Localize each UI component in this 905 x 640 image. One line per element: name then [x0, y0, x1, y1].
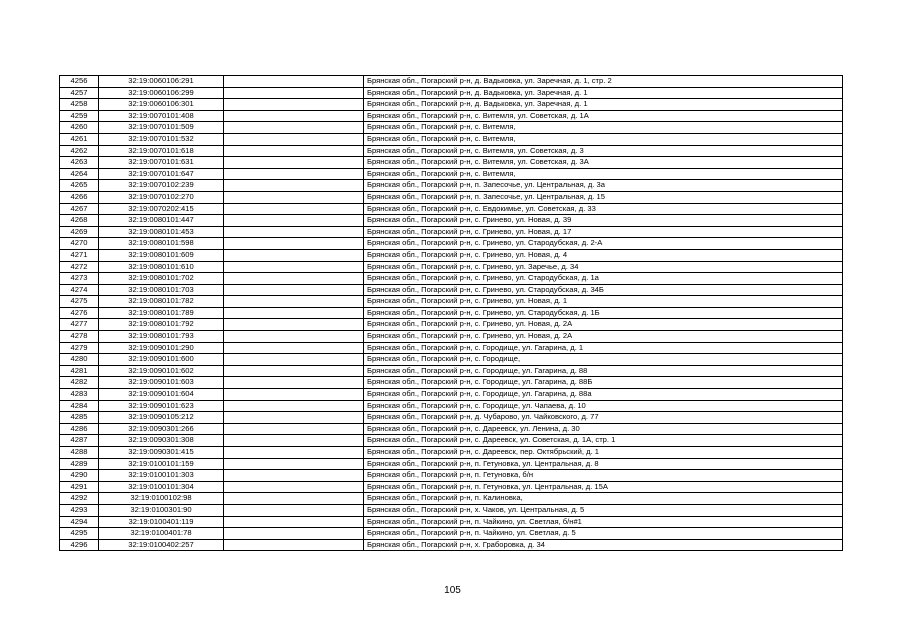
- empty-cell: [224, 87, 364, 99]
- address-cell: Брянская обл., Погарский р-н, с. Дареевск, пер. Октябрьский, д. 1: [364, 447, 843, 459]
- row-number-cell: 4278: [60, 331, 99, 343]
- address-cell: Брянская обл., Погарский р-н, с. Дареевск, ул. Советская, д. 1А, стр. 1: [364, 435, 843, 447]
- cadastral-number-cell: 32:19:0090101:603: [99, 377, 224, 389]
- table-row: [60, 307, 843, 319]
- table-row: [60, 389, 843, 401]
- row-number-cell: 4295: [60, 528, 99, 540]
- row-number-cell: 4262: [60, 145, 99, 157]
- row-number-cell: 4272: [60, 261, 99, 273]
- table-row: [60, 122, 843, 134]
- row-number-cell: 4287: [60, 435, 99, 447]
- empty-cell: [224, 110, 364, 122]
- cadastral-number-cell: 32:19:0100401:119: [99, 516, 224, 528]
- row-number-cell: 4263: [60, 157, 99, 169]
- cadastral-number-cell: 32:19:0070102:270: [99, 191, 224, 203]
- row-number-cell: 4277: [60, 319, 99, 331]
- cadastral-number-cell: 32:19:0060106:301: [99, 99, 224, 111]
- empty-cell: [224, 284, 364, 296]
- cadastral-number-cell: 32:19:0080101:792: [99, 319, 224, 331]
- row-number-cell: 4288: [60, 447, 99, 459]
- table-row: [60, 87, 843, 99]
- row-number-cell: 4289: [60, 458, 99, 470]
- empty-cell: [224, 493, 364, 505]
- address-cell: Брянская обл., Погарский р-н, п. Калиновка,: [364, 493, 843, 505]
- empty-cell: [224, 470, 364, 482]
- address-cell: Брянская обл., Погарский р-н, д. Вадьковка, ул. Заречная, д. 1, стр. 2: [364, 76, 843, 88]
- table-row: [60, 99, 843, 111]
- cadastral-number-cell: 32:19:0100101:159: [99, 458, 224, 470]
- cadastral-number-cell: 32:19:0090101:623: [99, 400, 224, 412]
- table-row: [60, 180, 843, 192]
- cadastral-number-cell: 32:19:0060106:291: [99, 76, 224, 88]
- row-number-cell: 4284: [60, 400, 99, 412]
- empty-cell: [224, 307, 364, 319]
- table-row: [60, 447, 843, 459]
- table-row: [60, 412, 843, 424]
- empty-cell: [224, 157, 364, 169]
- cadastral-number-cell: 32:19:0100102:98: [99, 493, 224, 505]
- table-row: [60, 481, 843, 493]
- registry-table: [59, 75, 843, 551]
- address-cell: Брянская обл., Погарский р-н, с. Городище, ул. Гагарина, д. 88а: [364, 389, 843, 401]
- cadastral-number-cell: 32:19:0100402:257: [99, 539, 224, 551]
- address-cell: Брянская обл., Погарский р-н, с. Евдокимье, ул. Советская, д. 33: [364, 203, 843, 215]
- cadastral-number-cell: 32:19:0090105:212: [99, 412, 224, 424]
- address-cell: Брянская обл., Погарский р-н, с. Городище, ул. Гагарина, д. 88Б: [364, 377, 843, 389]
- address-cell: Брянская обл., Погарский р-н, х. Чаков, ул. Центральная, д. 5: [364, 504, 843, 516]
- cadastral-number-cell: 32:19:0070102:239: [99, 180, 224, 192]
- table-row: [60, 215, 843, 227]
- cadastral-number-cell: 32:19:0080101:453: [99, 226, 224, 238]
- empty-cell: [224, 180, 364, 192]
- address-cell: Брянская обл., Погарский р-н, с. Гринево, ул. Новая, д. 1: [364, 296, 843, 308]
- address-cell: Брянская обл., Погарский р-н, д. Вадьковка, ул. Заречная, д. 1: [364, 87, 843, 99]
- empty-cell: [224, 215, 364, 227]
- cadastral-number-cell: 32:19:0080101:598: [99, 238, 224, 250]
- row-number-cell: 4280: [60, 354, 99, 366]
- table-row: [60, 261, 843, 273]
- page-number: 105: [444, 585, 461, 596]
- cadastral-number-cell: 32:19:0090101:604: [99, 389, 224, 401]
- address-cell: Брянская обл., Погарский р-н, д. Вадьковка, ул. Заречная, д. 1: [364, 99, 843, 111]
- address-cell: Брянская обл., Погарский р-н, п. Гетуновка, б/н: [364, 470, 843, 482]
- table-row: [60, 284, 843, 296]
- cadastral-number-cell: 32:19:0100101:303: [99, 470, 224, 482]
- empty-cell: [224, 400, 364, 412]
- address-cell: Брянская обл., Погарский р-н, с. Дареевск, ул. Ленина, д. 30: [364, 423, 843, 435]
- empty-cell: [224, 528, 364, 540]
- empty-cell: [224, 365, 364, 377]
- cadastral-number-cell: 32:19:0080101:793: [99, 331, 224, 343]
- empty-cell: [224, 133, 364, 145]
- address-cell: Брянская обл., Погарский р-н, п. Чайкино, ул. Светлая, д. 5: [364, 528, 843, 540]
- row-number-cell: 4273: [60, 273, 99, 285]
- row-number-cell: 4286: [60, 423, 99, 435]
- empty-cell: [224, 354, 364, 366]
- address-cell: Брянская обл., Погарский р-н, с. Гринево, ул. Заречье, д. 34: [364, 261, 843, 273]
- table-row: [60, 273, 843, 285]
- row-number-cell: 4294: [60, 516, 99, 528]
- row-number-cell: 4281: [60, 365, 99, 377]
- cadastral-number-cell: 32:19:0080101:702: [99, 273, 224, 285]
- empty-cell: [224, 99, 364, 111]
- table-row: [60, 296, 843, 308]
- empty-cell: [224, 539, 364, 551]
- cadastral-number-cell: 32:19:0070101:618: [99, 145, 224, 157]
- row-number-cell: 4270: [60, 238, 99, 250]
- table-row: [60, 110, 843, 122]
- table-row: [60, 365, 843, 377]
- empty-cell: [224, 423, 364, 435]
- table-row: [60, 319, 843, 331]
- table-row: [60, 342, 843, 354]
- empty-cell: [224, 226, 364, 238]
- address-cell: Брянская обл., Погарский р-н, с. Гринево, ул. Стародубская, д. 1Б: [364, 307, 843, 319]
- row-number-cell: 4258: [60, 99, 99, 111]
- cadastral-number-cell: 32:19:0100301:90: [99, 504, 224, 516]
- address-cell: Брянская обл., Погарский р-н, д. Чубарово, ул. Чайковского, д. 77: [364, 412, 843, 424]
- empty-cell: [224, 504, 364, 516]
- row-number-cell: 4264: [60, 168, 99, 180]
- empty-cell: [224, 296, 364, 308]
- cadastral-number-cell: 32:19:0080101:447: [99, 215, 224, 227]
- empty-cell: [224, 331, 364, 343]
- empty-cell: [224, 122, 364, 134]
- address-cell: Брянская обл., Погарский р-н, с. Городище,: [364, 354, 843, 366]
- empty-cell: [224, 412, 364, 424]
- empty-cell: [224, 481, 364, 493]
- address-cell: Брянская обл., Погарский р-н, с. Гринево, ул. Новая, д. 17: [364, 226, 843, 238]
- empty-cell: [224, 516, 364, 528]
- cadastral-number-cell: 32:19:0080101:789: [99, 307, 224, 319]
- empty-cell: [224, 447, 364, 459]
- row-number-cell: 4291: [60, 481, 99, 493]
- row-number-cell: 4256: [60, 76, 99, 88]
- cadastral-number-cell: 32:19:0100401:78: [99, 528, 224, 540]
- table-row: [60, 203, 843, 215]
- cadastral-number-cell: 32:19:0070101:509: [99, 122, 224, 134]
- address-cell: Брянская обл., Погарский р-н, п. Гетуновка, ул. Центральная, д. 15А: [364, 481, 843, 493]
- row-number-cell: 4268: [60, 215, 99, 227]
- table-row: [60, 354, 843, 366]
- empty-cell: [224, 191, 364, 203]
- empty-cell: [224, 273, 364, 285]
- row-number-cell: 4257: [60, 87, 99, 99]
- address-cell: Брянская обл., Погарский р-н, п. Чайкино, ул. Светлая, б/н#1: [364, 516, 843, 528]
- address-cell: Брянская обл., Погарский р-н, с. Витемля, ул. Советская, д. 3А: [364, 157, 843, 169]
- table-row: [60, 458, 843, 470]
- address-cell: Брянская обл., Погарский р-н, с. Городище, ул. Чапаева, д. 10: [364, 400, 843, 412]
- table-row: [60, 133, 843, 145]
- address-cell: Брянская обл., Погарский р-н, х. Граборовка, д. 34: [364, 539, 843, 551]
- cadastral-number-cell: 32:19:0070101:647: [99, 168, 224, 180]
- cadastral-number-cell: 32:19:0090301:308: [99, 435, 224, 447]
- address-cell: Брянская обл., Погарский р-н, с. Витемля,: [364, 122, 843, 134]
- empty-cell: [224, 319, 364, 331]
- row-number-cell: 4276: [60, 307, 99, 319]
- row-number-cell: 4274: [60, 284, 99, 296]
- cadastral-number-cell: 32:19:0070101:532: [99, 133, 224, 145]
- address-cell: Брянская обл., Погарский р-н, с. Гринево, ул. Стародубская, д. 2-А: [364, 238, 843, 250]
- empty-cell: [224, 249, 364, 261]
- table-row: [60, 191, 843, 203]
- empty-cell: [224, 342, 364, 354]
- row-number-cell: 4266: [60, 191, 99, 203]
- address-cell: Брянская обл., Погарский р-н, с. Витемля, ул. Советская, д. 3: [364, 145, 843, 157]
- row-number-cell: 4293: [60, 504, 99, 516]
- cadastral-number-cell: 32:19:0070101:631: [99, 157, 224, 169]
- table-row: [60, 516, 843, 528]
- address-cell: Брянская обл., Погарский р-н, п. Запесочье, ул. Центральная, д. 3а: [364, 180, 843, 192]
- address-cell: Брянская обл., Погарский р-н, п. Гетуновка, ул. Центральная, д. 8: [364, 458, 843, 470]
- table-row: [60, 249, 843, 261]
- empty-cell: [224, 261, 364, 273]
- row-number-cell: 4283: [60, 389, 99, 401]
- address-cell: Брянская обл., Погарский р-н, п. Запесочье, ул. Центральная, д. 15: [364, 191, 843, 203]
- row-number-cell: 4259: [60, 110, 99, 122]
- row-number-cell: 4261: [60, 133, 99, 145]
- cadastral-number-cell: 32:19:0080101:610: [99, 261, 224, 273]
- address-cell: Брянская обл., Погарский р-н, с. Гринево, ул. Новая, д. 39: [364, 215, 843, 227]
- address-cell: Брянская обл., Погарский р-н, с. Городище, ул. Гагарина, д. 88: [364, 365, 843, 377]
- address-cell: Брянская обл., Погарский р-н, с. Гринево, ул. Новая, д. 4: [364, 249, 843, 261]
- table-row: [60, 226, 843, 238]
- empty-cell: [224, 389, 364, 401]
- empty-cell: [224, 76, 364, 88]
- table-row: [60, 238, 843, 250]
- cadastral-number-cell: 32:19:0090301:415: [99, 447, 224, 459]
- row-number-cell: 4267: [60, 203, 99, 215]
- empty-cell: [224, 377, 364, 389]
- empty-cell: [224, 435, 364, 447]
- empty-cell: [224, 458, 364, 470]
- cadastral-number-cell: 32:19:0080101:609: [99, 249, 224, 261]
- empty-cell: [224, 168, 364, 180]
- cadastral-number-cell: 32:19:0090101:602: [99, 365, 224, 377]
- cadastral-number-cell: 32:19:0100101:304: [99, 481, 224, 493]
- row-number-cell: 4279: [60, 342, 99, 354]
- cadastral-number-cell: 32:19:0090301:266: [99, 423, 224, 435]
- address-cell: Брянская обл., Погарский р-н, с. Гринево, ул. Стародубская, д. 34Б: [364, 284, 843, 296]
- row-number-cell: 4265: [60, 180, 99, 192]
- table-row: [60, 377, 843, 389]
- row-number-cell: 4269: [60, 226, 99, 238]
- cadastral-number-cell: 32:19:0080101:703: [99, 284, 224, 296]
- address-cell: Брянская обл., Погарский р-н, с. Витемля,: [364, 168, 843, 180]
- row-number-cell: 4296: [60, 539, 99, 551]
- cadastral-number-cell: 32:19:0070101:408: [99, 110, 224, 122]
- address-cell: Брянская обл., Погарский р-н, с. Гринево, ул. Стародубская, д. 1а: [364, 273, 843, 285]
- row-number-cell: 4290: [60, 470, 99, 482]
- table-row: [60, 145, 843, 157]
- table-row: [60, 504, 843, 516]
- table-row: [60, 76, 843, 88]
- address-cell: Брянская обл., Погарский р-н, с. Витемля,: [364, 133, 843, 145]
- row-number-cell: 4285: [60, 412, 99, 424]
- cadastral-number-cell: 32:19:0080101:782: [99, 296, 224, 308]
- table-row: [60, 400, 843, 412]
- cadastral-number-cell: 32:19:0090101:600: [99, 354, 224, 366]
- address-cell: Брянская обл., Погарский р-н, с. Гринево, ул. Новая, д. 2А: [364, 331, 843, 343]
- empty-cell: [224, 238, 364, 250]
- row-number-cell: 4275: [60, 296, 99, 308]
- address-cell: Брянская обл., Погарский р-н, с. Городище, ул. Гагарина, д. 1: [364, 342, 843, 354]
- table-row: [60, 168, 843, 180]
- table-row: [60, 528, 843, 540]
- row-number-cell: 4292: [60, 493, 99, 505]
- registry-table-body: [60, 76, 843, 551]
- table-row: [60, 493, 843, 505]
- table-row: [60, 157, 843, 169]
- address-cell: Брянская обл., Погарский р-н, с. Гринево, ул. Новая, д. 2А: [364, 319, 843, 331]
- table-row: [60, 539, 843, 551]
- cadastral-number-cell: 32:19:0070202:415: [99, 203, 224, 215]
- address-cell: Брянская обл., Погарский р-н, с. Витемля, ул. Советская, д. 1А: [364, 110, 843, 122]
- empty-cell: [224, 145, 364, 157]
- empty-cell: [224, 203, 364, 215]
- table-row: [60, 423, 843, 435]
- cadastral-number-cell: 32:19:0060106:299: [99, 87, 224, 99]
- row-number-cell: 4282: [60, 377, 99, 389]
- row-number-cell: 4271: [60, 249, 99, 261]
- table-row: [60, 470, 843, 482]
- cadastral-number-cell: 32:19:0090101:290: [99, 342, 224, 354]
- table-row: [60, 331, 843, 343]
- row-number-cell: 4260: [60, 122, 99, 134]
- table-row: [60, 435, 843, 447]
